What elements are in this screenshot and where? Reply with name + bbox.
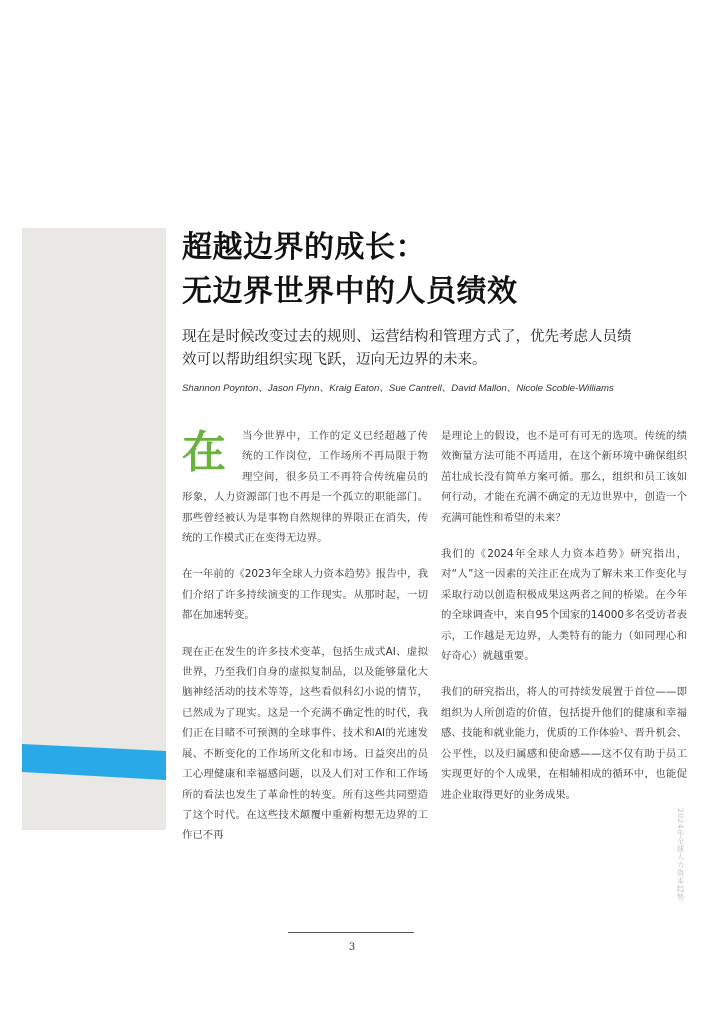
footer-divider	[288, 932, 414, 933]
paragraph-tech-change: 现在正在发生的许多技术变革，包括生成式AI、虚拟世界，乃至我们自身的虚拟复制品，以及能够量化大脑神经活动的技术等等，这些看似科幻小说的情节，已然成为了现实。这是一个充满不确定性的时代，我们正在目睹不可预测的全球事件、技术和AI的光速发展、不断变化的工作场所文化和市场、日益突出的员工心理健康和幸福感问题，以及人们对工作和工作场所的看法也发生了革命性的转变。所有这些共同塑造了这个时代。在这些技术颠覆中重新构想无边界的工作已不再	[182, 645, 428, 842]
intro-paragraph	[182, 426, 428, 548]
title-line-2: 无边界世界中的人员绩效	[182, 274, 518, 309]
lead-paragraph: 现在是时候改变过去的规则、运营结构和管理方式了，优先考虑人员绩效可以帮助组织实现飞跃，迈向无边界的未来。	[182, 329, 632, 368]
paragraph-2024-research: 我们的《2024年全球人力资本趋势》研究指出，对“人”这一因素的关注正在成为了解未来工作变化与采取行动以创造积极成果这两者之间的桥梁。在今年的全球调查中，来自95个国家的14000多名受访者表示，工作越是无边界，人类特有的能力（如同理心和好奇心）就越重要。	[441, 548, 687, 663]
paragraph-2023-report: 在一年前的《2023年全球人力资本趋势》报告中，我们介绍了许多持续演变的工作现实。从那时起，一切都在加速转变。	[182, 568, 428, 622]
decorative-side-stripe	[22, 228, 166, 830]
page-number: 3	[348, 942, 356, 953]
drop-cap: 在	[182, 427, 226, 478]
title-line-1: 超越边界的成长：	[182, 230, 426, 265]
paragraph-continuation: 是理论上的假设，也不是可有可无的选项。传统的绩效衡量方法可能不再适用，在这个新环境中确保组织茁壮成长没有简单方案可循。那么，组织和员工该如何行动，才能在充满不确定的无边世界中，创造一个充满可能性和希望的未来？	[441, 430, 687, 524]
page-title	[182, 226, 518, 314]
vertical-report-label: 2024年全球人力资本趋势	[676, 808, 685, 902]
authors-line: Shannon Poynton、Jason Flynn、Kraig Eaton、Sue Cantrell、David Mallon、Nicole Scoble-Williams	[182, 383, 614, 394]
paragraph-human-sustainability: 我们的研究指出，将人的可持续发展置于首位——即组织为人所创造的价值，包括提升他们的健康和幸福感、技能和就业能力，优质的工作体验¹、晋升机会、公平性，以及归属感和使命感——这不仅有助于员工实现更好的个人成果，在相辅相成的循环中，也能促进企业取得更好的业务成果。	[441, 686, 687, 801]
intro-paragraph-text: 当今世界中，工作的定义已经超越了传统的工作岗位，工作场所不再局限于物理空间，很多员工不再符合传统雇员的形象，人力资源部门也不再是一个孤立的职能部门。那些曾经被认为是事物自然规律的界限正在消失，传统的工作模式正在变得无边界。	[182, 430, 428, 545]
body-column-right	[441, 426, 687, 821]
body-column-left	[182, 426, 428, 862]
